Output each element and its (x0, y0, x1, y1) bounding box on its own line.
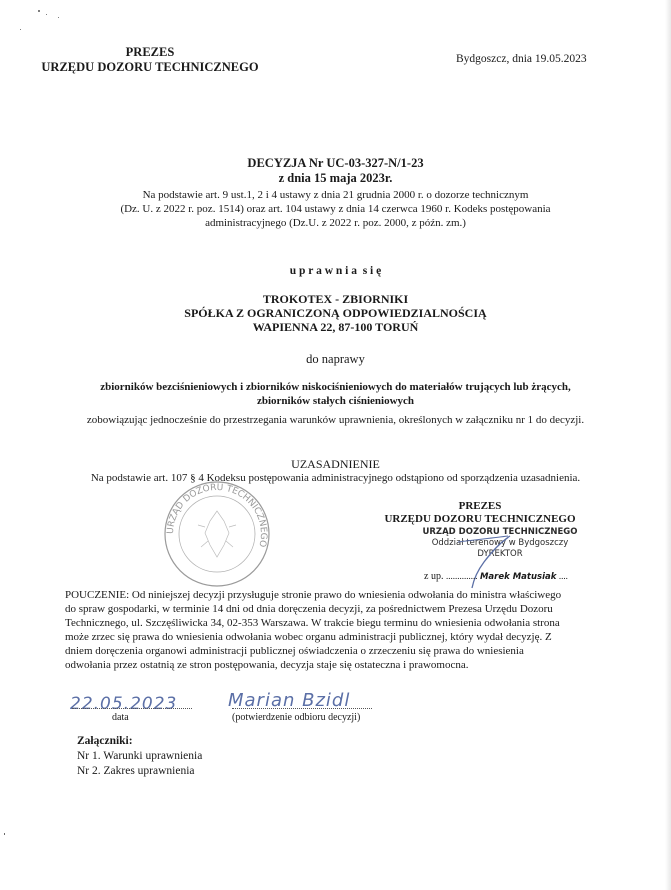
place-and-date: Bydgoszcz, dnia 19.05.2023 (456, 53, 587, 65)
obligation-text: zobowiązując jednocześnie do przestrzegania warunków uprawnienia, określonych w załączniku nr 1 do decyzji. (86, 414, 585, 426)
for-repair: do naprawy (306, 352, 365, 366)
scope-line-2: zbiorników stałych ciśnieniowych (256, 395, 415, 407)
page-edge-shadow (665, 0, 671, 890)
receipt-date-handwritten: 22.05.2023 (70, 694, 178, 714)
round-office-stamp (158, 481, 276, 587)
signature-label: (potwierdzenie odbioru decyzji) (232, 712, 361, 723)
attachments-heading: Załączniki: (77, 735, 133, 747)
stamp-outer-ring (165, 482, 269, 586)
stamp-ring-text: URZĄD DOZORU TECHNICZNEGO (165, 482, 269, 548)
scan-speck (4, 833, 5, 835)
legal-basis-line-1: Na podstawie art. 9 ust.1, 2 i 4 ustawy z dnia 21 grudnia 2000 r. o dozorze technicznym (142, 189, 529, 201)
legal-basis-line-2: (Dz. U. z 2022 r. poz. 1514) oraz art. 104 ustawy z dnia 14 czerwca 1960 r. Kodeks postępowania (120, 203, 551, 215)
signature-heading-line-1: PREZES (458, 500, 502, 512)
director-stamp-line-1: URZĄD DOZORU TECHNICZNEGO (422, 527, 578, 537)
notice-line: do spraw gospodarki, w terminie 14 dni od dnia doręczenia decyzji, za pośrednictwem Prezesa Urzędu Dozoru (65, 603, 553, 615)
notice-line: Technicznego, ul. Szczęśliwicka 34, 02-353 Warszawa. W trakcie biegu terminu do wniesienia odwołania strona (65, 617, 560, 629)
signature-heading-line-2: URZĘDU DOZORU TECHNICZNEGO (384, 513, 576, 525)
company-form: SPÓŁKA Z OGRANICZONĄ ODPOWIEDZIALNOŚCIĄ (184, 306, 487, 320)
scan-speck (20, 29, 21, 30)
attachments (77, 734, 202, 779)
decision-title: DECYZJA Nr UC-03-327-N/1-23 (247, 156, 424, 170)
director-signature-scribble (438, 532, 528, 592)
zup-dots-end: .... (558, 571, 568, 581)
company-block (0, 292, 671, 334)
scan-speck (58, 17, 59, 18)
attachment-item: Nr 1. Warunki uprawnienia (77, 750, 203, 762)
notice-line: dniem doręczenia organowi administracji publicznej oświadczenia o zrzeczeniu się prawa do wniesienia (65, 645, 524, 657)
legal-basis-line-3: administracyjnego (Dz.U. z 2022 r. poz. 2000, z późn. zm.) (205, 217, 466, 229)
stamp-inner-ring (179, 496, 255, 572)
issuer-line-1: PREZES (125, 45, 175, 59)
notice-line: odwołania przez ostatnią ze stron postępowania, decyzja staje się ostateczna i prawomocna. (65, 659, 469, 671)
director-stamp-line-3: DYREKTOR (477, 549, 523, 559)
justification-text: Na podstawie art. 107 § 4 Kodeksu postępowania administracyjnego odstąpiono od sporządzenia uzasadnienia. (90, 472, 581, 484)
zup-label: z up. (424, 571, 444, 582)
zup-dots: .............. (445, 571, 478, 581)
signature-heading (380, 500, 580, 526)
signature-dotted-line (232, 708, 372, 709)
date-dotted-line (72, 708, 192, 709)
appeal-notice (65, 588, 621, 672)
scan-speck (38, 10, 40, 12)
signer-name: Marek Matusiak (479, 572, 557, 582)
authorizes-heading: u p r a w n i a s i ę (289, 265, 382, 277)
notice-line: może zrzec się prawa do wniesienia odwołania wobec organu administracji publicznej, który wydał decyzję. Z (65, 631, 552, 643)
justification-heading: UZASADNIENIE (291, 457, 380, 471)
notice-line: POUCZENIE: Od niniejszej decyzji przysługuje stronie prawo do wniesienia odwołania do ministra właściwego (65, 589, 562, 601)
scan-speck (46, 14, 47, 15)
scope-block (0, 380, 671, 408)
company-address: WAPIENNA 22, 87-100 TORUŃ (252, 320, 419, 334)
decision-date: z dnia 15 maja 2023r. (278, 171, 393, 185)
director-stamp-line-2: Oddział terenowy w Bydgoszczy (431, 538, 569, 548)
receipt-signature-handwritten: Marian Bzidl (228, 690, 351, 711)
decision-section (0, 155, 671, 230)
attachment-item: Nr 2. Zakres uprawnienia (77, 765, 195, 777)
scope-line-1: zbiorników bezciśnieniowych i zbiorników niskociśnieniowych do materiałów trujących lub żrących, (100, 381, 571, 393)
issuer-line-2: URZĘDU DOZORU TECHNICZNEGO (41, 60, 259, 74)
issuer-header (30, 45, 270, 75)
stamp-emblem (198, 511, 236, 557)
zup-line (424, 571, 568, 582)
company-name: TROKOTEX - ZBIORNIKI (262, 292, 409, 306)
date-label: data (112, 712, 129, 723)
